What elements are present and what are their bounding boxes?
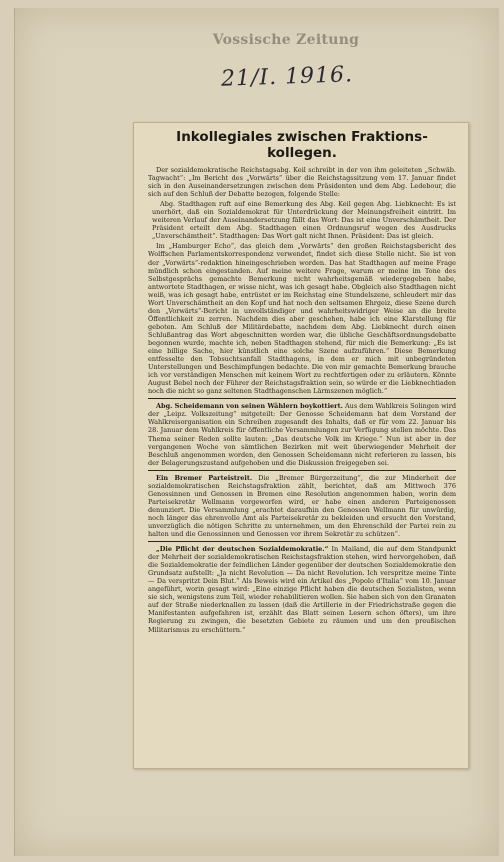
section-pflicht-title: „Die Pflicht der deutschen Sozialdemokratie.“ bbox=[156, 545, 329, 554]
article-quote: Abg. Stadthagen ruft auf eine Bemerkung des Abg. Keil gegen Abg. Liebknecht: Es ist unerhört, daß ein Sozialdemokrat für Unterdrückung der Meinungsfreiheit eintritt. Im weiteren Verlauf der Auseinandersetzung fällt das Wort: Das ist eine Unverschämtheit. Der Präsident erteilt dem Abg. Stadthagen einen Ordnungsruf wegen des Ausdrucks „Unverschämtheit“. Stadthagen: Das Wort galt nicht Ihnen. Präsident: Das ist gleich. bbox=[152, 200, 456, 241]
clipping-content bbox=[134, 123, 468, 640]
section-scheidemann-title: Abg. Scheidemann von seinen Wählern boykottiert. bbox=[156, 402, 343, 411]
section-bremen-title: Ein Bremer Parteistreit. bbox=[156, 473, 253, 482]
section-divider bbox=[148, 470, 456, 471]
article-headline: Inkollegiales zwischen Fraktions-kollegen. bbox=[176, 129, 428, 161]
section-divider bbox=[148, 398, 456, 399]
section-bremen bbox=[148, 474, 456, 538]
article-intro: Der sozialdemokratische Reichstagsabg. Keil schreibt in der von ihm geleiteten „Schwäb. Tagwacht“: „Im Bericht des „Vorwärts“ über die Reichstagssitzung vom 17. Januar findet sich in den Auseinandersetzungen zwischen dem Präsidenten und dem Abg. Ledebour, die sich auf den Schluß der Debatte bezogen, folgende Stelle: bbox=[148, 166, 456, 199]
section-pflicht-text: In Mailand, die auf dem Standpunkt der Mehrheit der sozialdemokratischen Reichstagsfraktion stehen, wird hervorgehoben, daß die Sozialdemokratie der feindlichen Länder gegenüber der deutschen Sozialdemokratie den Grundsatz aufstellt: „Ja nicht Revolution — Da nicht Revolution. Ich verspritze meine Tinte — Da verspritzt Dein Blut.“ Als Beweis wird ein Artikel des „Popolo d’Italia“ vom 10. Januar angeführt, worin gesagt wird: „Eine einzige Pflicht haben die deutschen Sozialisten, wenn sie sich, wenigstens zum Teil, wieder rehabilitieren wollen. Sie haben sich von den Granaten auf der Straße niederknallen zu lassen (daß die Artillerie in der Friedrichstraße gegen die Manifestanten aufgefahren ist, erzählt das Blatt seinen Lesern schon öfters), um ihre Regierung zu zwingen, die besetzten Gebiete zu räumen und um den preußischen Militarismus zu erschüttern.“ bbox=[148, 545, 456, 634]
newspaper-stamp: Vossische Zeitung bbox=[212, 32, 360, 48]
section-pflicht bbox=[148, 545, 456, 634]
section-scheidemann-text: Aus dem Wahlkreis Solingen wird der „Leipz. Volkszeitung“ mitgeteilt: Der Genosse Scheidemann hat dem Vorstand der Wahlkreisorganisation ein Schreiben zugesandt des Inhalts, daß er für vom 22. Januar bis 28. Januar dem Wahlkreis für öffentliche Versammlungen zur Verfügung stellen möchte. Das Thema seiner Reden sollte lauten: „Das deutsche Volk im Kriege.“ Nun ist aber in der vergangenen Woche von sämtlichen Bezirken mit weit überwiegender Mehrheit der Beschluß angenommen worden, den Genossen Scheidemann nicht referieren zu lassen, bis der Belagerungszustand aufgehoben und die Diskussion freigegeben sei. bbox=[148, 402, 456, 467]
article-body: Im „Hamburger Echo“, das gleich dem „Vorwärts“ den großen Reichstagsbericht des Wolffschen Parlamentskorrespondenz verwendet, findet sich diese Stelle nicht. Sie ist von der „Vorwärts“-redaktion hineingeschrieben worden. Das hat Stadthagen auf meine Frage mündlich schon eingestanden. Auf meine weitere Frage, warum er meine im Tone des Selbstgesprächs gemachte Bemerkung nicht wahrheitsgemäß wiedergegeben habe, antwortete Stadthagen, er wisse nicht, was ich gesagt habe. Obgleich also Stadthagen nicht weiß, was ich gesagt habe, entrüstet er im Reichstag eine Stundelszene, schleudert mir das Wort Unverschämtheit an den Kopf und hat noch den seltsamen Ehrgeiz, diese Szene durch den „Vorwärts“-Bericht in unvollständiger und wahrheitswidriger Weise an die breite Öffentlichkeit zu zerren. Nachdem dies aber geschehen, habe ich eine Klarstellung für geboten. Am Schluß der Militärdebatte, nachdem dem Abg. Liebknecht durch einen Schlußantrag das Wort abgeschnitten worden war, die übliche Geschäftsordnungsdebatte begonnen wurde, machte ich, neben Stadthagen stehend, für mich die Bemerkung: „Es ist eine billige Sache, hier künstlich eine solche Szene aufzuführen.“ Diese Bemerkung entfesselte den Tobsuchtsanfall Stadthagens, in dem er mich mit unbegründeten Unterstellungen und Beschimpfungen bedachte. Die von mir gemachte Bemerkung brauche ich vor verständigen Menschen mit keinem Wort zu rechtfertigen oder zu erläutern. Könnte August Bebel noch der Führer der Reichstagsfraktion sein, so würde er die Liebknechtiaden noch die nicht so ganz seltenen Stadthagenschen Lärmszenen möglich.“ bbox=[148, 242, 456, 396]
section-scheidemann bbox=[148, 402, 456, 466]
section-divider bbox=[148, 541, 456, 542]
newspaper-clipping bbox=[133, 122, 469, 769]
section-bremen-text: Die „Bremer Bürgerzeitung“, die zur Minderheit der sozialdemokratischen Reichstagsfraktion zählt, berichtet, daß am Mittwoch 376 Genossinnen und Genossen in Bremen eine Resolution angenommen haben, worin dem Parteisekretär Wellmann vorgeworfen wird, er habe einen anderen Parteigenossen denunziert. Die Versammlung „erachtet daraufhin den Genossen Wellmann für unwürdig, noch länger das ehrenvolle Amt als Parteisekretär zu bekleiden und ersucht den Vorstand, unverzüglich die nötigen Schritte zu unternehmen, um den Ehrenschild der Partei rein zu halten und die Genossinnen und Genossen vor ihrem Sekretär zu schützen“. bbox=[148, 473, 456, 539]
handwritten-date: 21/I. 1916. bbox=[220, 62, 354, 92]
